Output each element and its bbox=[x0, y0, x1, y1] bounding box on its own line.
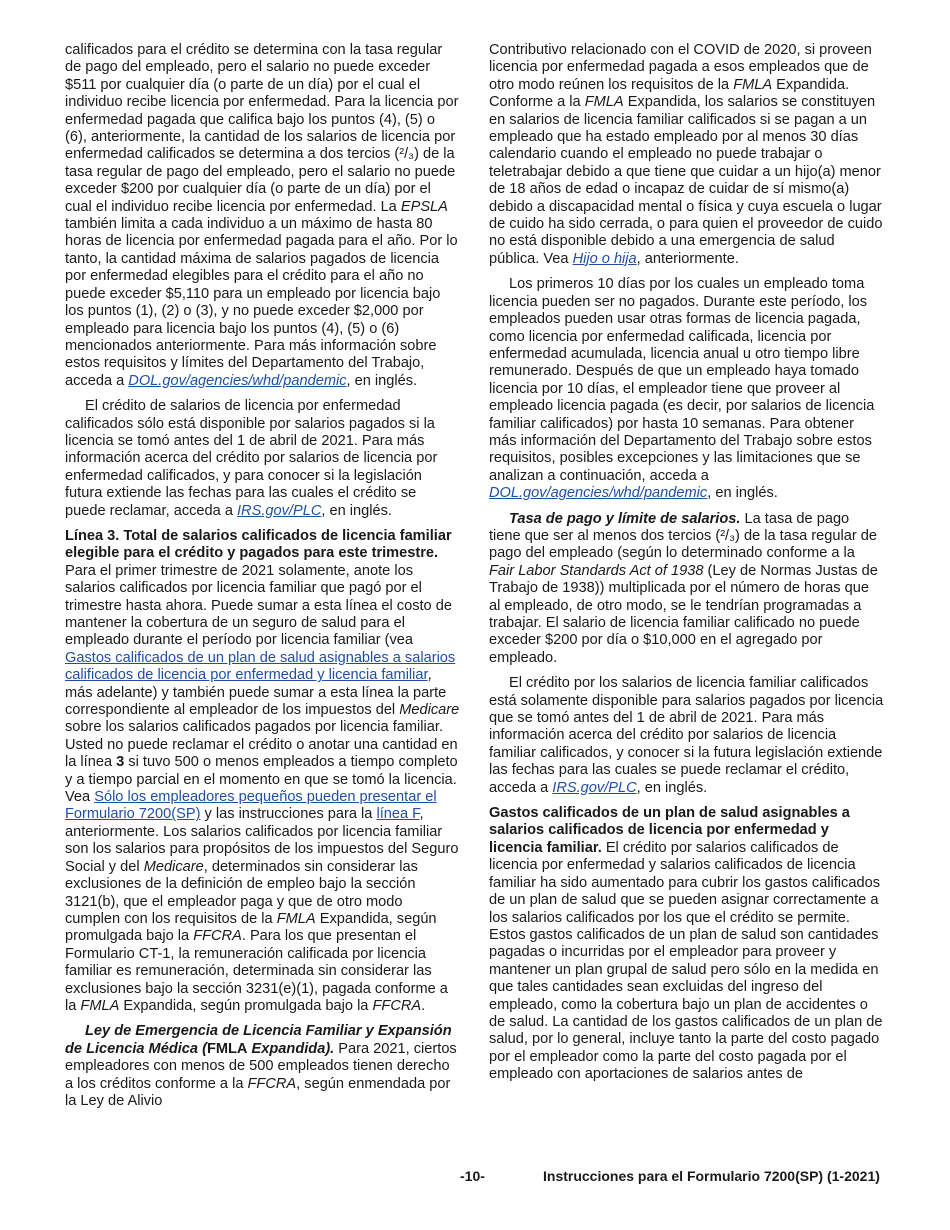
paragraph-fmla-expanded bbox=[65, 1023, 460, 1110]
dol-pandemic-link[interactable]: DOL.gov/agencies/whd/pandemic bbox=[128, 372, 347, 389]
paragraph-pay-rate bbox=[489, 511, 884, 668]
italic-term: FMLA bbox=[80, 997, 120, 1014]
paragraph-health-plan-expenses bbox=[489, 805, 884, 1084]
paragraph-sick-leave-limits bbox=[65, 42, 460, 390]
left-column bbox=[65, 42, 460, 1118]
text: Expandida, según promulgada bajo la bbox=[65, 910, 437, 945]
page-number: -10- bbox=[460, 1168, 485, 1184]
paragraph-line-3 bbox=[65, 528, 460, 1015]
text: Los primeros 10 días por los cuales un empleado toma licencia pueden ser no pagados. Durante este período, los empleados pueden usar otras formas de licencia pagada, como licencia por enfermedad calificada, licencia por enfermedad acumulada, licencia anual u otro tiempo libre remunerado. Después de que un empleado haya tomado licencia por 10 días, el empleador tiene que proveer al empleado licencia pagada (es decir, por salarios de licencia familiar calificados) por hasta 10 semanas. Para obtener más información del Departamento del Trabajo sobre estos requisitos, posibles excepciones y las limitaciones que se analizan a continuación, acceda a bbox=[489, 276, 875, 484]
italic-term: Medicare bbox=[143, 858, 204, 875]
irs-plc-link[interactable]: IRS.gov/PLC bbox=[552, 779, 637, 796]
text: , determinados sin considerar las exclusiones de la definición de empleo bajo la sección 3121(b), que el empleador paga y que de otro modo cumplen con los requisitos de la bbox=[65, 858, 418, 927]
line-3-heading: Línea 3. Total de salarios calificados de licencia familiar elegible para el crédito y pagados para este trimestre. bbox=[65, 527, 452, 562]
text: , anteriormente. Los salarios calificados por licencia familiar son los salarios para propósitos de los impuestos del Seguro Social y del bbox=[65, 806, 459, 875]
text: sobre los salarios calificados pagados por licencia familiar. Usted no puede reclamar el crédito o anotar una cantidad en la línea bbox=[65, 719, 458, 771]
text: , más adelante) y también puede sumar a esta línea la parte correspondiente al empleador de los impuestos del bbox=[65, 667, 447, 719]
paragraph-family-leave-credit-availability bbox=[489, 675, 884, 797]
text: Contributivo relacionado con el COVID de 2020, si proveen licencia por enfermedad pagada a esos empleados que de otro modo reúnen los requisitos de la bbox=[489, 42, 872, 93]
text: si tuvo 500 o menos empleados a tiempo completo y a tiempo parcial en el momento en que se tomó la licencia. Vea bbox=[65, 754, 458, 806]
bold-italic-heading: Ley de Emergencia de Licencia Familiar y Expansión de Licencia Médica ( bbox=[65, 1023, 452, 1057]
text: El crédito por los salarios de licencia familiar calificados está solamente disponible para salarios pagados por licencia que se tomó antes del 1 de abril de 2021. Para más información acerca del crédito por salarios de licencia familiar calificados, y conocer si la futura legislación extiende las fechas para las cuales se puede reclamar el crédito, acceda a bbox=[489, 675, 884, 796]
pay-rate-heading: Tasa de pago y límite de salarios. bbox=[509, 510, 741, 527]
hijo-o-hija-link[interactable]: Hijo o hija bbox=[572, 250, 637, 267]
footer-title: Instrucciones para el Formulario 7200(SP) (1-2021) bbox=[543, 1168, 880, 1184]
text: . bbox=[421, 997, 426, 1014]
fraction-two-thirds: ²/₃ bbox=[720, 527, 736, 544]
italic-term: Medicare bbox=[399, 702, 460, 719]
text: Expandida, según promulgada bajo la bbox=[119, 997, 373, 1014]
text: El crédito por salarios calificados de licencia por enfermedad y salarios calificados de licencia familiar ha sido aumentado para cubrir los gastos calificados de un plan de salud que se pueden asignar correctamente a los salarios calificados por los que el crédito se permite. Estos gastos calificados de un plan de salud son cantidades pagadas o incurridas por el empleador para proveer y mantener un plan grupal de salud pero sólo en la medida en que tales cantidades sean excluidas del ingreso del empleado, como la cobertura bajo un plan de accidentes o de salud. La cantidad de los gastos calificados de un plan de salud, por lo general, incluye tanto la parte del costo pagado por el empleador como la parte del costo pagada por el empleado con aportaciones de salarios antes de bbox=[489, 839, 883, 1083]
italic-term: FMLA bbox=[276, 910, 316, 927]
text: El crédito de salarios de licencia por enfermedad calificados sólo está disponible por salarios pagados si la licencia se tomó antes del 1 de abril de 2021. Para más información acerca del crédito por salarios de licencia por enfermedad calificados, y para conocer si la legislación futura extiende las fechas para las cuales el crédito se puede reclamar, acceda a bbox=[65, 398, 438, 519]
text: ) de la tasa regular de pago del empleado (según lo determinado conforme a la bbox=[489, 527, 878, 562]
health-plan-heading: Gastos calificados de un plan de salud asignables a salarios calificados de licencia por enfermedad y licencia familiar. bbox=[489, 805, 850, 856]
small-employers-link[interactable]: Sólo los empleadores pequeños pueden presentar el Formulario 7200(SP) bbox=[65, 789, 437, 823]
dol-pandemic-link[interactable]: DOL.gov/agencies/whd/pandemic bbox=[489, 485, 708, 502]
italic-term: Fair Labor Standards Act of 1938 bbox=[489, 562, 704, 579]
text: Para 2021, ciertos empleadores con menos de 500 empleados tienen derecho a los créditos conforme a la bbox=[65, 1040, 457, 1092]
text: , anteriormente. bbox=[636, 250, 739, 267]
bold-italic-heading: Expandida). bbox=[247, 1040, 335, 1057]
text: , en inglés. bbox=[321, 502, 392, 519]
text: . Para los que presentan el Formulario CT-1, la remuneración calificada por licencia familiar es remuneración, determinada sin considerar las exclusiones bajo la sección 3231(e)(1), pagada conforme a la bbox=[65, 928, 448, 1014]
italic-term: FFCRA bbox=[193, 928, 242, 945]
text: , en inglés. bbox=[707, 485, 778, 502]
italic-term: FFCRA bbox=[247, 1075, 297, 1092]
bold-term: FMLA bbox=[206, 1040, 248, 1057]
fraction-two-thirds: ²/₃ bbox=[399, 146, 415, 163]
paragraph-first-10-days bbox=[489, 276, 884, 502]
text: Expandida, los salarios se constituyen en salarios de licencia familiar calificados si se pagan a un empleado que ha estado empleado por al menos 30 días calendario cuando el empleado no puede trabajar o teletrabajar debido a que tiene que cuidar a un hijo(a) menor de 18 años de edad o incapaz de cuidar de sí mismo(a) debido a discapacidad mental o física y cuya escuela o lugar de cuido ha sido cerrada, o para quien el proveedor de cuido no está disponible debido a una emergencia de salud pública. Vea bbox=[489, 94, 883, 267]
italic-term: FMLA bbox=[733, 76, 773, 93]
text: también limita a cada individuo a un máximo de hasta 80 horas de licencia por enfermedad pagada para el año. Por lo tanto, la cantidad máxima de salarios pagados de licencia por enfermedad elegibles para el crédito para el año no puede exceder $5,110 para un empleado por licencia bajo los puntos (1), (2) o (3), y no puede exceder $2,000 por empleado para licencia bajo los puntos (4), (5) o (6) mencionados anteriormente. Para más información sobre estos requisitos y límites del Departamento del Trabajo, acceda a bbox=[65, 216, 458, 389]
italic-term: FMLA bbox=[584, 94, 624, 111]
irs-plc-link[interactable]: IRS.gov/PLC bbox=[237, 502, 322, 519]
right-column bbox=[489, 42, 884, 1092]
text: , en inglés. bbox=[636, 779, 708, 796]
text: ) de la tasa regular de pago del empleado, pero el salario no puede exceder $200 por cualquier día (o parte de un día) por el cual el individuo recibe licencia por enfermedad. La bbox=[65, 146, 456, 215]
text: y las instrucciones para la bbox=[200, 806, 377, 823]
text: Expandida. Conforme a la bbox=[489, 76, 850, 111]
health-plan-expenses-link[interactable]: Gastos calificados de un plan de salud asignables a salarios calificados de licencia por enfermedad y licencia familiar bbox=[65, 649, 456, 684]
bold-line-number: 3 bbox=[116, 754, 125, 771]
text: (Ley de Normas Justas de Trabajo de 1938)) multiplicada por el número de horas que al empleado, de otro modo, se le tendrían programadas a trabajar. El salario de licencia familiar calificado no puede exceder $200 por día o $10,000 en el agregado por empleado. bbox=[489, 562, 878, 666]
text: , según enmendada por la Ley de Alivio bbox=[65, 1075, 451, 1109]
italic-term: EPSLA bbox=[400, 198, 448, 215]
paragraph-fmla-qualified-wages bbox=[489, 42, 884, 268]
text: , en inglés. bbox=[346, 372, 418, 389]
text: Para el primer trimestre de 2021 solamente, anote los salarios calificados por licencia familiar que pagó por el trimestre hasta ahora. Puede sumar a esta línea el costo de mantener la cobertura de un seguro de salud para el empleado durante el período por licencia familiar (vea bbox=[65, 562, 452, 649]
line-f-link[interactable]: línea F bbox=[376, 806, 420, 823]
paragraph-sick-leave-credit-availability bbox=[65, 398, 460, 520]
text: La tasa de pago tiene que ser al menos dos tercios ( bbox=[489, 510, 850, 544]
text: calificados para el crédito se determina con la tasa regular de pago del empleado, pero el salario no puede exceder $511 por cualquier día (o parte de un día) por el cual el individuo recibe licencia por enfermedad. Para la licencia por enfermedad pagada que califica bajo los puntos (4), (5) o (6), anteriormente, la cantidad de los salarios de licencia por enfermedad calificados se determina a dos tercios ( bbox=[65, 42, 459, 163]
italic-term: FFCRA bbox=[372, 997, 422, 1014]
